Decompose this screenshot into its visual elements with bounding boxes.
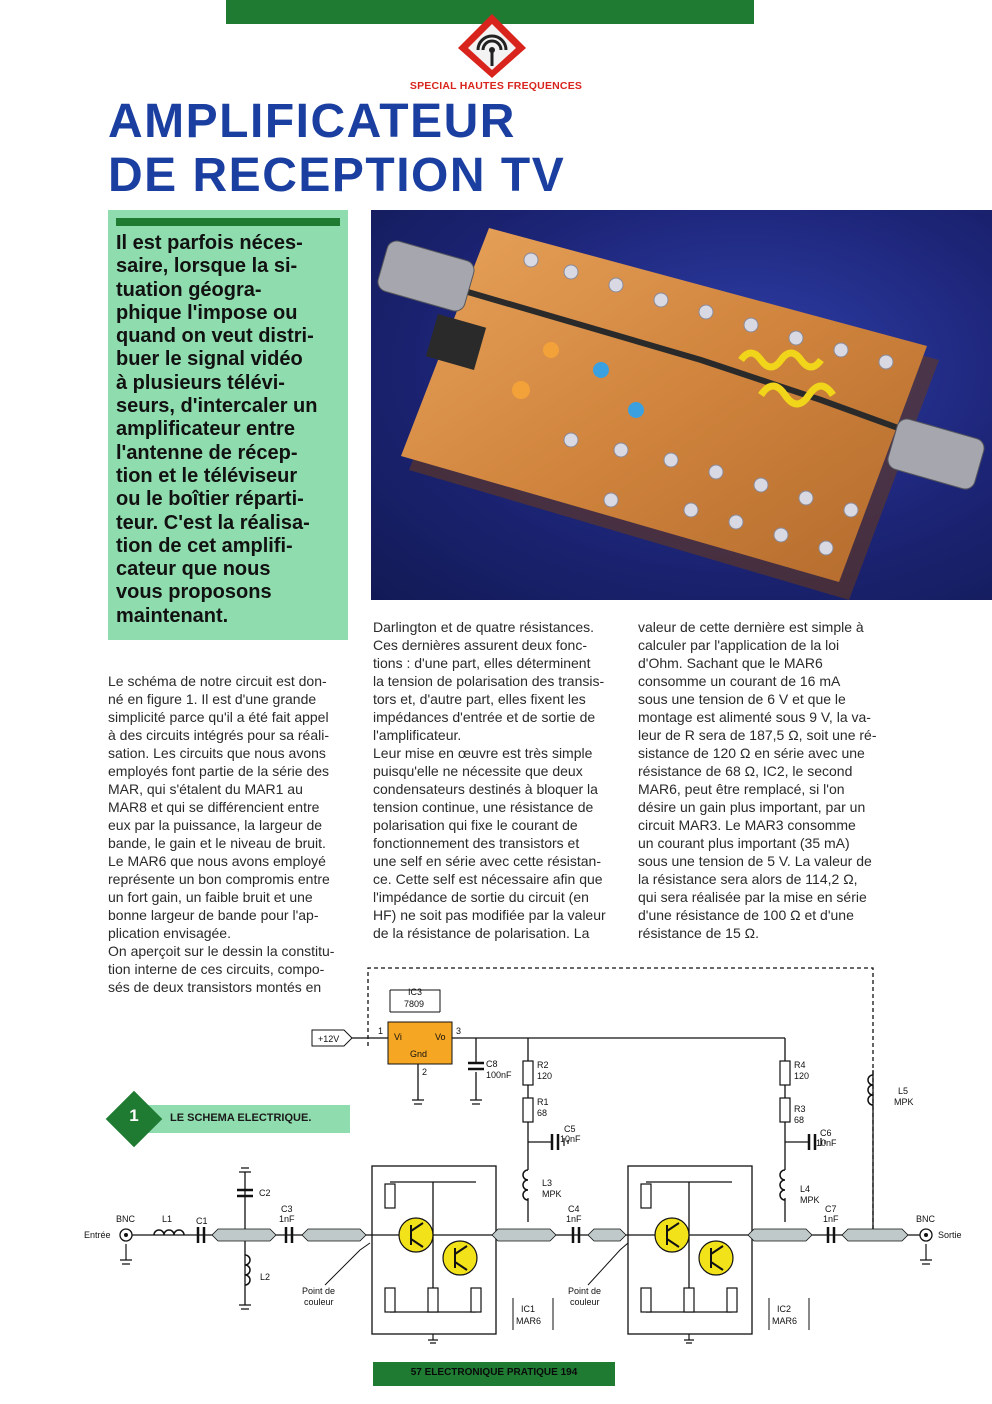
- body-line: tion interne de ces circuits, compo-: [108, 961, 325, 977]
- body-line: tors et, d'autre part, elles fixent les: [373, 691, 586, 707]
- intro-line: quand on veut distri-: [116, 325, 314, 348]
- ic2-part: MAR6: [772, 1316, 798, 1326]
- body-line: plication envisagée.: [108, 925, 231, 941]
- intro-top-rule: [116, 218, 340, 226]
- c4-value: 1nF: [566, 1214, 582, 1224]
- body-line: Ces dernières assurent deux fonc-: [373, 637, 587, 653]
- intro-text: [116, 232, 344, 628]
- reg-pin-2: 2: [422, 1067, 428, 1077]
- title-line-1: AMPLIFICATEUR: [108, 95, 516, 148]
- regulator-name: IC3: [408, 987, 423, 997]
- body-line: Le MAR6 que nous avons employé: [108, 853, 326, 869]
- body-line: eux par la puissance, la largeur de: [108, 817, 323, 833]
- title-line-2: DE RECEPTION TV: [108, 149, 566, 202]
- c8-value: 100nF: [486, 1070, 512, 1080]
- r1-value: 68: [537, 1108, 548, 1118]
- body-line: désire un gain plus important, par un: [638, 799, 866, 815]
- body-line: simplicité parce qu'il a été fait appel: [108, 709, 329, 725]
- body-line: d'une résistance de 100 Ω et d'une: [638, 907, 854, 923]
- body-line: résistance de 15 Ω.: [638, 925, 759, 941]
- intro-line: seurs, d'intercaler un: [116, 395, 318, 418]
- intro-line: teur. C'est la réalisa-: [116, 511, 310, 534]
- bnc-out-label: BNC: [916, 1214, 936, 1224]
- body-line: valeur de cette dernière est simple à: [638, 619, 864, 635]
- body-line: impédances d'entrée et de sortie de: [373, 709, 596, 725]
- body-line: une self en série avec cette résistan-: [373, 853, 602, 869]
- body-line: polarisation qui fixe le courant de: [373, 817, 578, 833]
- ic2-name: IC2: [777, 1304, 792, 1314]
- body-line: MAR, qui s'étalent du MAR1 au: [108, 781, 303, 797]
- body-line: fonctionnement des transistors et: [373, 835, 580, 851]
- intro-line: ou le boîtier réparti-: [116, 488, 304, 511]
- intro-box: [108, 210, 348, 640]
- body-line: d'Ohm. Sachant que le MAR6: [638, 655, 823, 671]
- figure-number: 1: [129, 1106, 139, 1125]
- intro-line: saire, lorsque la si-: [116, 255, 298, 278]
- body-line: bande, le gain et le niveau de bruit.: [108, 835, 326, 851]
- r3-name: R3: [794, 1104, 806, 1114]
- r1-name: R1: [537, 1097, 549, 1107]
- amplifier-board-photo: [371, 210, 992, 600]
- body-line: un fort gain, un faible bruit et une: [108, 889, 313, 905]
- c7-name: C7: [825, 1204, 837, 1214]
- body-line: résistance de 68 Ω, IC2, le second: [638, 763, 853, 779]
- body-line: la tension de polarisation des transis-: [373, 673, 605, 689]
- intro-line: tuation géogra-: [116, 278, 262, 301]
- l4-value: MPK: [800, 1195, 820, 1205]
- l1-name: L1: [162, 1214, 173, 1224]
- body-line: condensateurs destinés à bloquer la: [373, 781, 598, 797]
- body-line: qui sera réalisée par la mise en série: [638, 889, 867, 905]
- hf-antenna-logo-icon: [456, 12, 528, 80]
- l3-value: MPK: [542, 1189, 562, 1199]
- reg-pin-gnd: Gnd: [410, 1049, 428, 1059]
- reg-pin-1: 1: [378, 1026, 384, 1036]
- footer-text: 57 ELECTRONIQUE PRATIQUE 194: [410, 1367, 578, 1378]
- body-line: consomme un courant de 16 mA: [638, 673, 841, 689]
- r2-name: R2: [537, 1060, 549, 1070]
- article-column-1: [108, 672, 350, 996]
- body-line: représente un bon compromis entre: [108, 871, 330, 887]
- body-line: Le schéma de notre circuit est don-: [108, 673, 327, 689]
- intro-line: tion et le téléviseur: [116, 464, 298, 487]
- input-label: Entrée: [84, 1230, 111, 1240]
- output-label: Sortie: [938, 1230, 962, 1240]
- body-line: circuit MAR3. Le MAR3 consomme: [638, 817, 856, 833]
- reg-pin-vi: Vi: [394, 1032, 402, 1042]
- c5-name: C5: [564, 1124, 576, 1134]
- intro-line: maintenant.: [116, 604, 229, 627]
- regulator-part: 7809: [404, 999, 425, 1009]
- c3-name: C3: [281, 1204, 293, 1214]
- figure-caption: LE SCHEMA ELECTRIQUE.: [170, 1112, 312, 1124]
- colour-dot-label: Point de: [568, 1286, 602, 1296]
- c2-name: C2: [259, 1188, 271, 1198]
- reg-pin-3: 3: [456, 1026, 462, 1036]
- intro-line: Il est parfois néces-: [116, 232, 303, 254]
- article-column-3: [638, 618, 880, 942]
- supply-label: +12V: [318, 1034, 340, 1044]
- body-line: l'impédance de sortie du circuit (en: [373, 889, 589, 905]
- r4-name: R4: [794, 1060, 806, 1070]
- r3-value: 68: [794, 1115, 805, 1125]
- l3-name: L3: [542, 1178, 553, 1188]
- section-kicker: SPECIAL HAUTES FREQUENCES: [409, 80, 583, 92]
- l2-name: L2: [260, 1272, 271, 1282]
- intro-line: à plusieurs télévi-: [116, 371, 285, 394]
- body-line: né en figure 1. Il est d'une grande: [108, 691, 317, 707]
- body-line: de la résistance de polarisation. La: [373, 925, 590, 941]
- body-line: tension continue, une résistance de: [373, 799, 594, 815]
- body-line: tions : d'une part, elles déterminent: [373, 655, 591, 671]
- l4-name: L4: [800, 1184, 811, 1194]
- r2-value: 120: [537, 1071, 553, 1081]
- intro-line: phique l'impose ou: [116, 301, 298, 324]
- body-line: On aperçoit sur le dessin la constitu-: [108, 943, 335, 959]
- page-title: [108, 96, 565, 204]
- intro-line: cateur que nous: [116, 558, 271, 581]
- article-column-2: [373, 618, 615, 942]
- body-line: HF) ne soit pas modifiée par la valeur: [373, 907, 606, 923]
- l5-value: MPK: [894, 1097, 914, 1107]
- body-line: un courant plus important (35 mA): [638, 835, 850, 851]
- body-line: ce. Cette self est nécessaire afin que: [373, 871, 603, 887]
- intro-line: amplificateur entre: [116, 418, 295, 441]
- intro-line: buer le signal vidéo: [116, 348, 303, 371]
- body-line: sation. Les circuits que nous avons: [108, 745, 326, 761]
- c8-name: C8: [486, 1059, 498, 1069]
- colour-dot-label: Point de: [302, 1286, 336, 1296]
- c6-value: 10nF: [816, 1138, 837, 1148]
- body-line: sistance de 120 Ω en série avec une: [638, 745, 865, 761]
- bnc-in-label: BNC: [116, 1214, 136, 1224]
- l5-name: L5: [898, 1086, 909, 1096]
- body-line: sous une tension de 6 V et que le: [638, 691, 846, 707]
- body-line: leur de R sera de 187,5 Ω, soit une ré-: [638, 727, 877, 743]
- ic1-name: IC1: [521, 1304, 536, 1314]
- intro-line: tion de cet amplifi-: [116, 534, 293, 557]
- body-line: à des circuits intégrés pour sa réali-: [108, 727, 329, 743]
- page-footer: [373, 1362, 615, 1386]
- colour-dot-label: couleur: [304, 1297, 334, 1307]
- reg-pin-vo: Vo: [435, 1032, 446, 1042]
- body-line: la résistance sera alors de 114,2 Ω,: [638, 871, 858, 887]
- body-line: Darlington et de quatre résistances.: [373, 619, 595, 635]
- body-line: calculer par l'application de la loi: [638, 637, 840, 653]
- c1-name: C1: [196, 1216, 208, 1226]
- body-line: sés de deux transistors montés en: [108, 979, 322, 995]
- c7-value: 1nF: [823, 1214, 839, 1224]
- c4-name: C4: [568, 1204, 580, 1214]
- body-line: MAR8 et qui se différencient entre: [108, 799, 320, 815]
- c3-value: 1nF: [279, 1214, 295, 1224]
- body-line: sous une tension de 5 V. La valeur de: [638, 853, 872, 869]
- body-line: employés font partie de la série des: [108, 763, 330, 779]
- body-line: l'amplificateur.: [373, 727, 462, 743]
- r4-value: 120: [794, 1071, 810, 1081]
- intro-line: l'antenne de récep-: [116, 441, 298, 464]
- body-line: Leur mise en œuvre est très simple: [373, 745, 593, 761]
- body-line: montage est alimenté sous 9 V, la va-: [638, 709, 871, 725]
- ic1-part: MAR6: [516, 1316, 542, 1326]
- schematic-diagram: [80, 960, 992, 1350]
- body-line: puisqu'elle ne nécessite que deux: [373, 763, 583, 779]
- body-line: bonne largeur de bande pour l'ap-: [108, 907, 319, 923]
- c5-value: 10nF: [560, 1134, 581, 1144]
- intro-line: vous proposons: [116, 581, 272, 604]
- body-line: MAR6, peut être remplacé, si l'on: [638, 781, 845, 797]
- c6-name: C6: [820, 1128, 832, 1138]
- colour-dot-label: couleur: [570, 1297, 600, 1307]
